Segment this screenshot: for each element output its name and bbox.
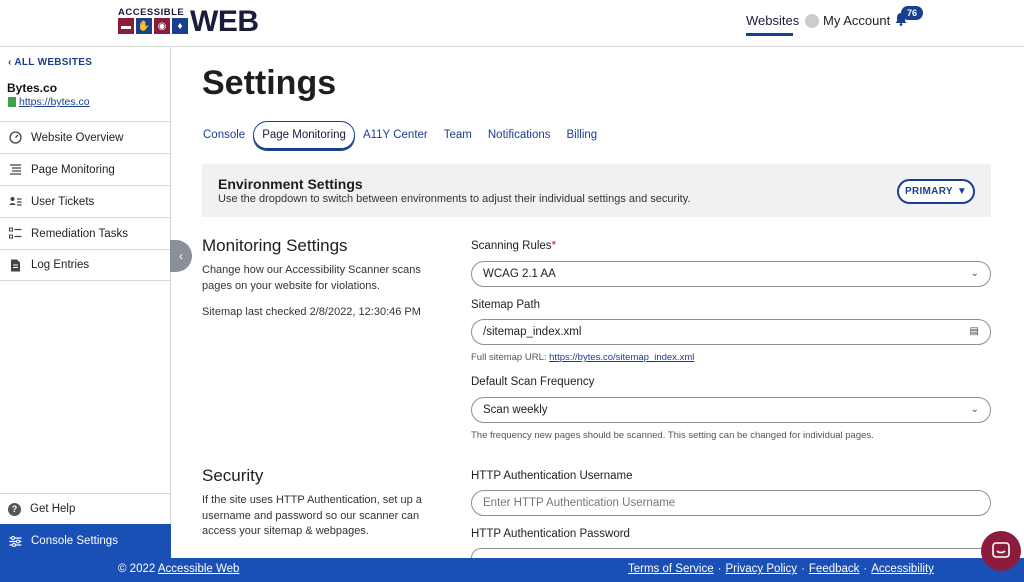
footer-link-feedback[interactable]: Feedback <box>808 563 860 575</box>
all-websites-label: ALL WEBSITES <box>14 57 93 68</box>
sidebar-item-label: Website Overview <box>31 131 124 144</box>
speech-icon: ▬ <box>118 18 134 34</box>
sidebar-item-user-tickets[interactable] <box>0 185 170 217</box>
security-title: Security <box>202 466 264 485</box>
nav-active-indicator <box>746 33 793 36</box>
my-account-label: My Account <box>823 13 891 28</box>
avatar-icon <box>805 14 819 28</box>
chat-icon <box>992 542 1010 560</box>
sitemap-path-input[interactable] <box>471 319 991 345</box>
caret-down-icon: ▼ <box>956 186 968 197</box>
sitemap-last-checked: Sitemap last checked 2/8/2022, 12:30:46 PM <box>202 306 421 318</box>
sitemap-path-label: Sitemap Path <box>471 299 541 311</box>
http-username-label: HTTP Authentication Username <box>471 470 633 482</box>
environment-dropdown-label: PRIMARY <box>904 186 953 197</box>
logo-small-text: ACCESSIBLE <box>118 7 185 18</box>
scan-frequency-select[interactable] <box>471 397 991 423</box>
tab-page-monitoring[interactable]: Page Monitoring <box>253 121 355 149</box>
environment-settings-description: Use the dropdown to switch between environments to adjust their individual settings and security. <box>218 193 691 205</box>
chevron-left-icon: ‹ <box>179 249 183 263</box>
console-settings-label: Console Settings <box>31 535 118 547</box>
checklist-icon <box>8 227 22 241</box>
footer-separator: · <box>863 563 868 575</box>
site-favicon-icon <box>8 97 16 107</box>
security-description: If the site uses HTTP Authentication, set up a username and password so our scanner can access your sitemap & webpages. <box>202 494 422 537</box>
footer-brand-link[interactable]: Accessible Web <box>157 563 240 575</box>
footer-copyright <box>118 563 239 575</box>
tab-notifications[interactable]: Notifications <box>487 129 551 141</box>
monitoring-settings-title: Monitoring Settings <box>202 236 348 255</box>
http-username-input[interactable] <box>471 490 991 516</box>
scan-frequency-value: Scan weekly <box>483 404 548 416</box>
footer-link-accessibility[interactable]: Accessibility <box>871 563 934 575</box>
scanning-rules-label-text: Scanning Rules <box>471 240 552 252</box>
monitoring-settings-description: Change how our Accessibility Scanner scans pages on your website for violations. <box>202 264 421 292</box>
http-password-label: HTTP Authentication Password <box>471 528 630 540</box>
full-sitemap-link[interactable]: https://bytes.co/sitemap_index.xml <box>549 352 695 363</box>
environment-settings-title: Environment Settings <box>218 176 363 192</box>
chevron-down-icon: ⌄ <box>970 404 979 415</box>
sidebar-item-label: Remediation Tasks <box>31 227 128 240</box>
tab-billing[interactable]: Billing <box>566 129 598 141</box>
footer-separator: · <box>717 563 722 575</box>
list-icon <box>8 163 22 177</box>
sidebar-item-label: Page Monitoring <box>31 163 115 176</box>
site-url-label: https://bytes.co <box>19 96 90 108</box>
site-url-link[interactable] <box>8 96 90 108</box>
sliders-icon <box>8 534 22 548</box>
sitemap-path-value: /sitemap_index.xml <box>483 326 582 338</box>
notification-badge: 76 <box>901 6 923 20</box>
nav-websites-link[interactable]: Websites <box>746 13 800 28</box>
console-settings-button[interactable] <box>0 524 171 558</box>
copyright-text: © 2022 <box>118 563 156 575</box>
scanning-rules-value: WCAG 2.1 AA <box>483 268 556 280</box>
logo-web-text: WEB <box>190 5 259 38</box>
eye-icon: ◉ <box>154 18 170 34</box>
tab-a11y-center[interactable]: A11Y Center <box>362 129 428 141</box>
sidebar-item-log-entries[interactable] <box>0 249 170 281</box>
chevron-down-icon: ⌄ <box>970 268 979 279</box>
logo-tiles <box>118 18 188 34</box>
document-icon <box>8 258 22 272</box>
id-card-icon: ▤ <box>969 326 979 337</box>
get-help-button[interactable] <box>0 493 170 524</box>
http-username-placeholder: Enter HTTP Authentication Username <box>483 497 676 509</box>
tab-console[interactable]: Console <box>203 129 246 141</box>
sidebar-item-remediation-tasks[interactable] <box>0 217 170 249</box>
all-websites-link[interactable] <box>8 57 92 68</box>
top-bar <box>0 0 1024 47</box>
help-icon: ? <box>8 503 21 516</box>
scanning-rules-select[interactable] <box>471 261 991 287</box>
sidebar <box>0 47 171 558</box>
sidebar-item-page-monitoring[interactable] <box>0 153 170 185</box>
scan-frequency-hint: The frequency new pages should be scanned. This setting can be changed for individual pages. <box>471 430 874 441</box>
environment-settings-panel <box>202 164 991 217</box>
footer <box>0 558 1024 582</box>
user-list-icon <box>8 195 22 209</box>
page-title: Settings <box>202 64 337 102</box>
full-sitemap-prefix: Full sitemap URL: <box>471 352 547 363</box>
footer-link-privacy[interactable]: Privacy Policy <box>725 563 798 575</box>
sidebar-collapse-toggle[interactable] <box>170 240 192 272</box>
footer-links <box>628 563 934 575</box>
sidebar-item-website-overview[interactable] <box>0 121 170 153</box>
scanning-rules-label <box>471 240 556 252</box>
sidebar-item-label: Log Entries <box>31 259 90 271</box>
required-marker: * <box>551 240 557 252</box>
full-sitemap-hint <box>471 352 694 363</box>
environment-dropdown-button[interactable] <box>897 179 975 204</box>
site-name: Bytes.co <box>7 81 58 95</box>
tab-team[interactable]: Team <box>443 129 472 141</box>
my-account-link[interactable] <box>805 13 890 28</box>
sidebar-nav <box>0 121 170 281</box>
get-help-label: Get Help <box>30 503 76 515</box>
brain-icon: ♦ <box>172 18 188 34</box>
footer-separator: · <box>801 563 805 575</box>
sidebar-item-label: User Tickets <box>31 195 95 208</box>
hand-icon: ✋ <box>136 18 152 34</box>
chat-launcher-button[interactable] <box>981 531 1021 571</box>
gauge-icon <box>8 131 22 145</box>
settings-tabs <box>202 120 605 150</box>
chevron-left-icon: ‹ <box>8 57 15 68</box>
scan-frequency-label: Default Scan Frequency <box>471 376 595 388</box>
footer-link-terms[interactable]: Terms of Service <box>628 563 714 575</box>
